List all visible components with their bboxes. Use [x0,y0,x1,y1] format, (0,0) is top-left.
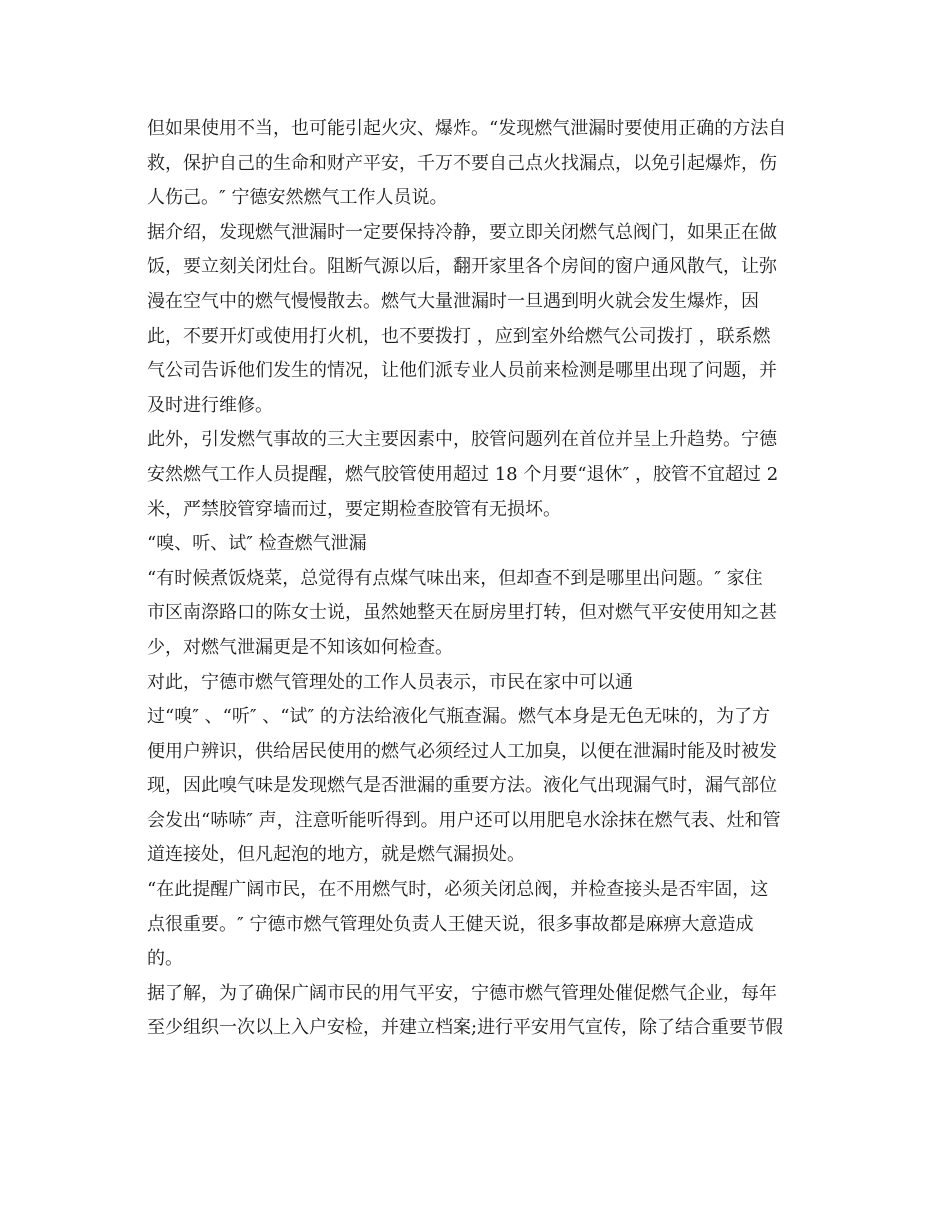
text-line: 至少组织一次以上入户安检，并建立档案;进行平安用气宣传，除了结合重要节假 [147,1017,784,1039]
text-line: 的。 [147,948,183,970]
text-line: 饭，要立刻关闭灶台。阻断气源以后，翻开家里各个房间的窗户通风散气，让弥 [147,256,777,278]
text-line: 及时进行维修。 [147,394,273,416]
text-line: 据介绍，发现燃气泄漏时一定要保持冷静，要立即关闭燃气总阀门，如果正在做 [147,221,777,243]
document-body [147,112,812,1046]
text-line: 对此，宁德市燃气管理处的工作人员表示，市民在家中可以通 [147,671,633,693]
text-line: 会发出“哧哧″ 声，注意听能听得到。用户还可以用肥皂水涂抹在燃气表、灶和管 [147,809,781,831]
text-line: 现，因此嗅气味是发现燃气是否泄漏的重要方法。液化气出现漏气时，漏气部位 [147,775,777,797]
text-line: 市区南漈路口的陈女士说，虽然她整天在厨房里打转，但对燃气平安使用知之甚 [147,602,777,624]
text-line: 但如果使用不当，也可能引起火灾、爆炸。“发现燃气泄漏时要使用正确的方法自 [147,118,787,139]
section-heading: “嗅、听、试″ 检查燃气泄漏 [147,533,367,555]
text-line: 气公司告诉他们发生的情况，让他们派专业人员前来检测是哪里出现了问题，并 [147,360,777,382]
text-line: 人伤己。″ 宁德安然燃气工作人员说。 [147,187,448,209]
text-line: 此外，引发燃气事故的三大主要因素中，胶管问题列在首位并呈上升趋势。宁德 [147,429,777,451]
text-line: 漫在空气中的燃气慢慢散去。燃气大量泄漏时一旦遇到明火就会发生爆炸，因 [147,290,759,312]
text-line: 便用户辨识，供给居民使用的燃气必须经过人工加臭，以便在泄漏时能及时被发 [147,740,777,762]
text-line: 过“嗅″ 、“听″ 、“试″ 的方法给液化气瓶查漏。燃气本身是无色无味的，为了方 [147,706,770,728]
text-line: 此，不要开灯或使用打火机，也不要拨打 ，应到室外给燃气公司拨打 ，联系燃 [147,325,771,347]
text-line: “在此提醒广阔市民，在不用燃气时，必须关闭总阀，并检查接头是否牢固，这 [147,879,769,901]
text-line: 安然燃气工作人员提醒，燃气胶管使用超过 18 个月要“退休″ ，胶管不宜超过 2 [147,463,779,485]
text-line: 少，对燃气泄漏更是不知该如何检查。 [147,636,453,658]
text-line: 据了解，为了确保广阔市民的用气平安，宁德市燃气管理处催促燃气企业，每年 [147,982,777,1004]
text-line: 救，保护自己的生命和财产平安，千万不要自己点火找漏点，以免引起爆炸，伤 [147,152,777,174]
text-line: 道连接处，但凡起泡的地方，就是燃气漏损处。 [147,844,525,866]
text-line: 点很重要。″ 宁德市燃气管理处负责人王健天说，很多事故都是麻痹大意造成 [147,913,754,935]
text-line: 米，严禁胶管穿墙而过，要定期检查胶管有无损坏。 [147,498,561,520]
text-line: “有时候煮饭烧菜，总觉得有点煤气味出来，但却查不到是哪里出问题。″ 家住 [147,567,763,589]
